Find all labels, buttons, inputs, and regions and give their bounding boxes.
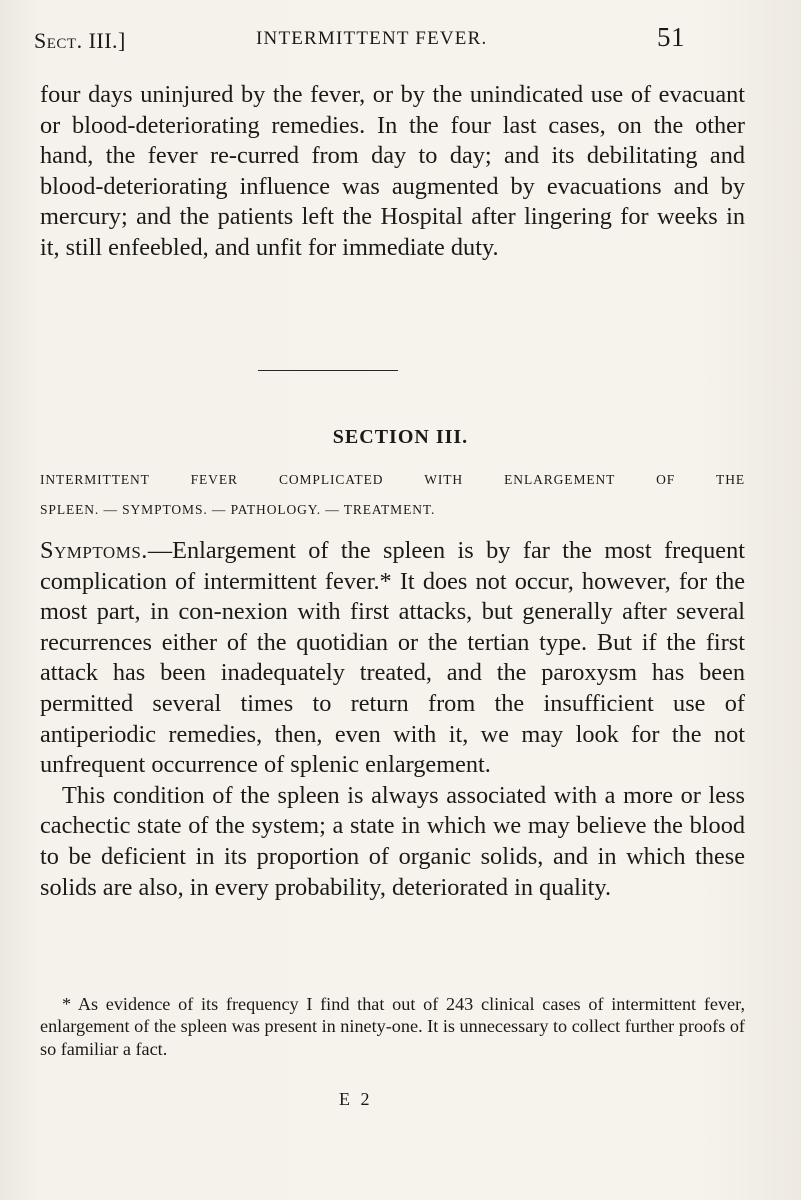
symptoms-lead-word: Symptoms. — [40, 537, 148, 564]
section-subtitle-line-2: SPLEEN. — SYMPTOMS. — PATHOLOGY. — TREATMENT. — [40, 502, 436, 517]
footnote: * As evidence of its frequency I find that out of 243 clinical cases of intermittent fever, enlargement of the spleen was present in ninety-one. It is unnecessary to collect further proofs of so familiar a fact. — [40, 994, 745, 1059]
signature-mark: E 2 — [339, 1089, 373, 1109]
section-heading: SECTION III. — [332, 426, 469, 448]
symptoms-text: Enlargement of the spleen is by far the most frequent complication of intermittent fever.* It does not occur, however, for the most part, in con-nexion with first attacks, but generally after several recurrences either of the quotidian or the tertian type. But if the first attack has been inadequately treated, and the paroxysm has been permitted several times to return from the insufficient use of antiperiodic remedies, then, even with it, we may look for the not unfrequent occurrence of splenic enlargement. — [40, 537, 745, 779]
spleen-condition-paragraph: This condition of the spleen is always associated with a more or less cachectic state of the system; a state in which we may believe the blood to be deficient in its proportion of organic solids, and in which these solids are also, in every probability, deteriorated in quality. — [40, 781, 745, 901]
section-subtitle-line-1: INTERMITTENT FEVER COMPLICATED WITH ENLARGEMENT OF THE — [40, 472, 745, 487]
section-divider-rule — [258, 370, 398, 371]
running-head-section: Sect. III.] — [34, 28, 126, 53]
running-head — [34, 22, 754, 62]
section-body — [40, 536, 745, 903]
symptoms-dash: — — [147, 537, 173, 564]
page-number: 51 — [657, 22, 685, 52]
running-head-title: INTERMITTENT FEVER. — [256, 28, 488, 49]
symptoms-paragraph — [40, 537, 745, 778]
paragraph-continuation: four days uninjured by the fever, or by the unindicated use of evacuant or blood-deteriorating remedies. In the four last cases, on the other hand, the fever re-curred from day to day; and its debilitating and blood-deteriorating influence was augmented by evacuations and by mercury; and the patients left the Hospital after lingering for weeks in it, still enfeebled, and unfit for immediate duty. — [40, 81, 745, 261]
